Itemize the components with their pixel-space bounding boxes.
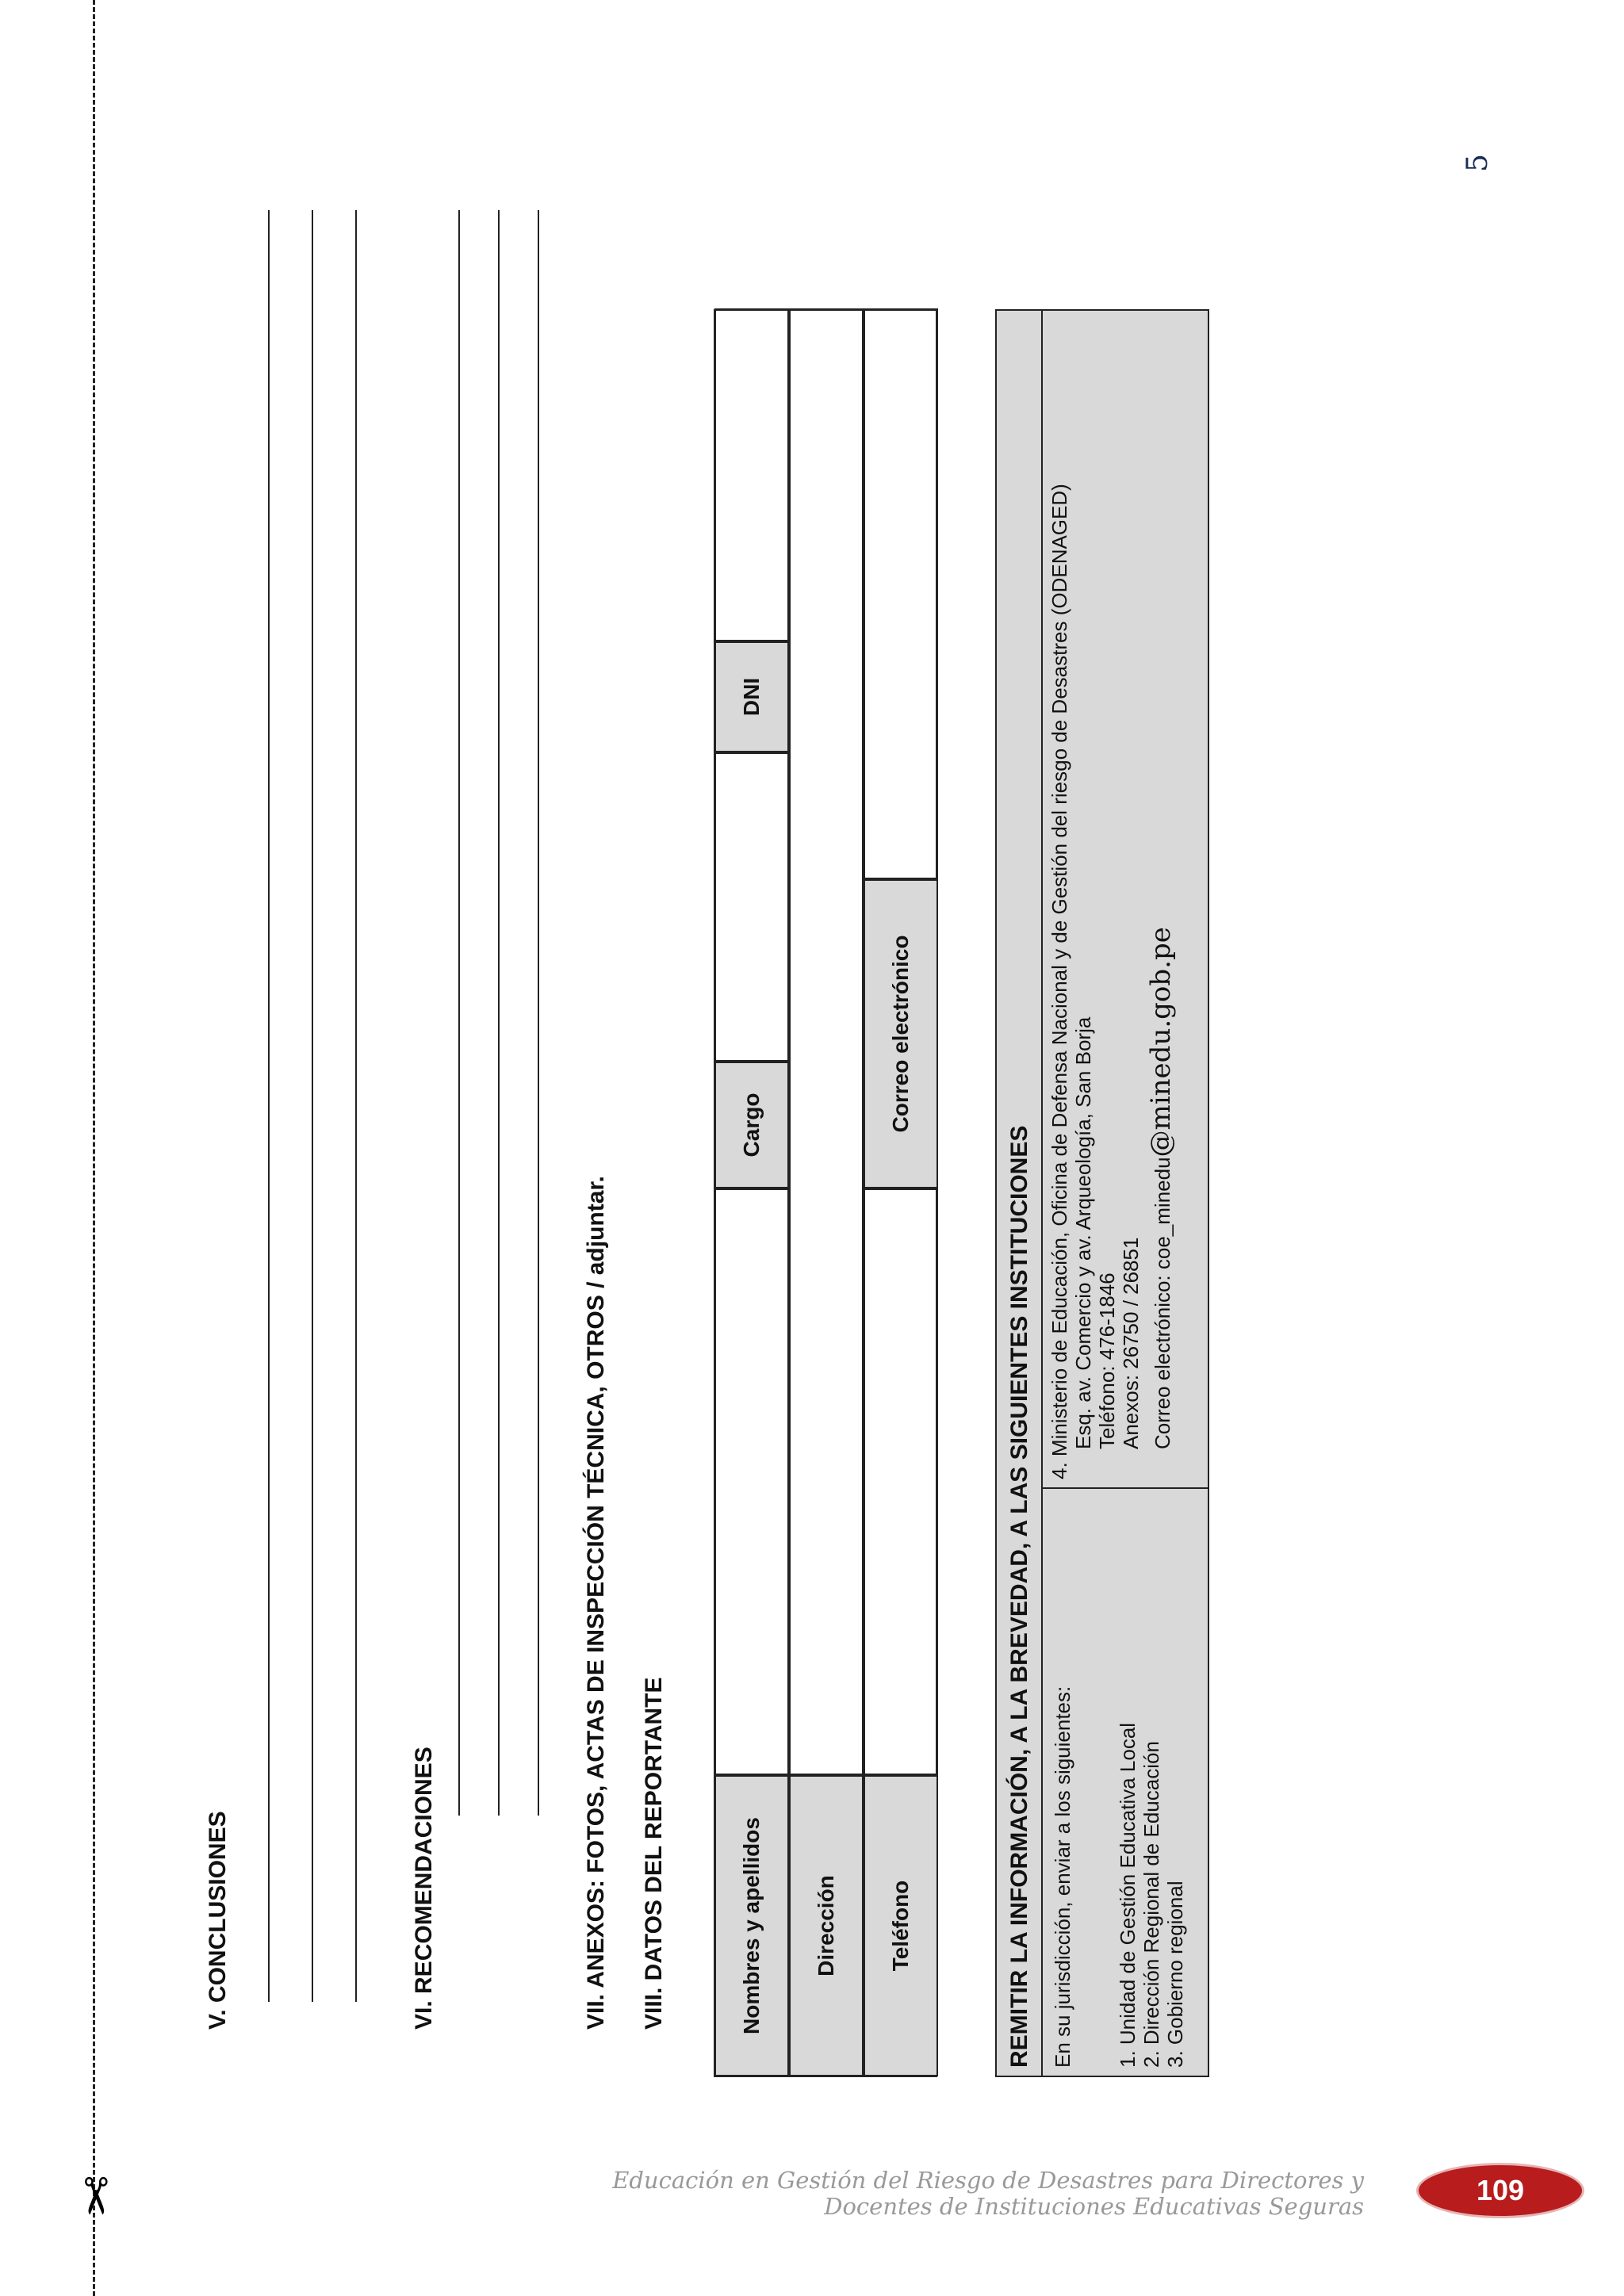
heading-recomendaciones: VI. RECOMENDACIONES	[411, 1747, 437, 2030]
reporter-table	[714, 309, 937, 2077]
institutions-left-item-3: 3. Gobierno regional	[1163, 1881, 1187, 2068]
field-telefono[interactable]	[864, 1188, 938, 1775]
institutions-divider	[1043, 1487, 1209, 1489]
recomendaciones-line-3	[538, 210, 539, 1816]
heading-datos-reportante: VIII. DATOS DEL REPORTANTE	[641, 1677, 667, 2030]
footer-line-1: Educación en Gestión del Riesgo de Desastres para Directores y	[612, 2167, 1364, 2194]
institutions-address: Esq. av. Comercio y av. Arqueología, San Borja	[1071, 1016, 1095, 1449]
institutions-left-item-2: 2. Dirección Regional de Educación	[1139, 1741, 1163, 2068]
label-nombres: Nombres y apellidos	[714, 1775, 789, 2076]
conclusiones-line-3	[355, 210, 357, 2002]
conclusiones-line-2	[312, 210, 313, 2002]
institutions-annexes: Anexos: 26750 / 26851	[1119, 1237, 1143, 1449]
recomendaciones-line-2	[498, 210, 500, 1816]
label-correo: Correo electrónico	[864, 879, 938, 1188]
institutions-email	[1145, 927, 1177, 1449]
label-telefono: Teléfono	[864, 1775, 938, 2076]
email-domain: @minedu.gob.pe	[1145, 927, 1177, 1158]
field-cargo[interactable]	[714, 752, 789, 1062]
field-correo[interactable]	[864, 308, 938, 879]
label-cargo: Cargo	[714, 1062, 789, 1188]
institutions-phone: Teléfono: 476-1846	[1095, 1272, 1119, 1449]
field-nombres[interactable]	[714, 1188, 789, 1775]
field-direccion[interactable]	[789, 308, 864, 1775]
heading-anexos: VII. ANEXOS: FOTOS, ACTAS DE INSPECCIÓN TÉCNICA, OTROS / adjuntar.	[583, 1176, 609, 2030]
label-dni: DNI	[714, 641, 789, 752]
page-number-badge: 109	[1416, 2163, 1584, 2218]
cut-line	[93, 0, 95, 2296]
institutions-title: REMITIR LA INFORMACIÓN, A LA BREVEDAD, A LAS SIGUIENTES INSTITUCIONES	[997, 311, 1043, 2076]
footer-text	[603, 2168, 1364, 2220]
institutions-left-intro: En su jurisdicción, enviar a los siguientes:	[1051, 1686, 1074, 2068]
form-content	[143, 206, 1269, 2109]
page-corner-number: 5	[1461, 154, 1494, 172]
field-dni[interactable]	[714, 308, 789, 641]
institutions-left-item-1: 1. Unidad de Gestión Educativa Local	[1116, 1722, 1139, 2068]
institutions-box	[995, 309, 1209, 2077]
institutions-right-item-4: 4. Ministerio de Educación, Oficina de Defensa Nacional y de Gestión del riesgo de Desastres (ODENAGED)	[1048, 484, 1071, 1479]
label-direccion: Dirección	[789, 1775, 864, 2076]
email-prefix: Correo electrónico: coe_minedu	[1151, 1157, 1174, 1449]
recomendaciones-line-1	[458, 210, 460, 1816]
footer-line-2: Docentes de Instituciones Educativas Seguras	[824, 2193, 1364, 2220]
conclusiones-line-1	[268, 210, 270, 2002]
scissors-icon: ✂	[64, 2175, 124, 2218]
heading-conclusiones: V. CONCLUSIONES	[205, 1811, 231, 2030]
